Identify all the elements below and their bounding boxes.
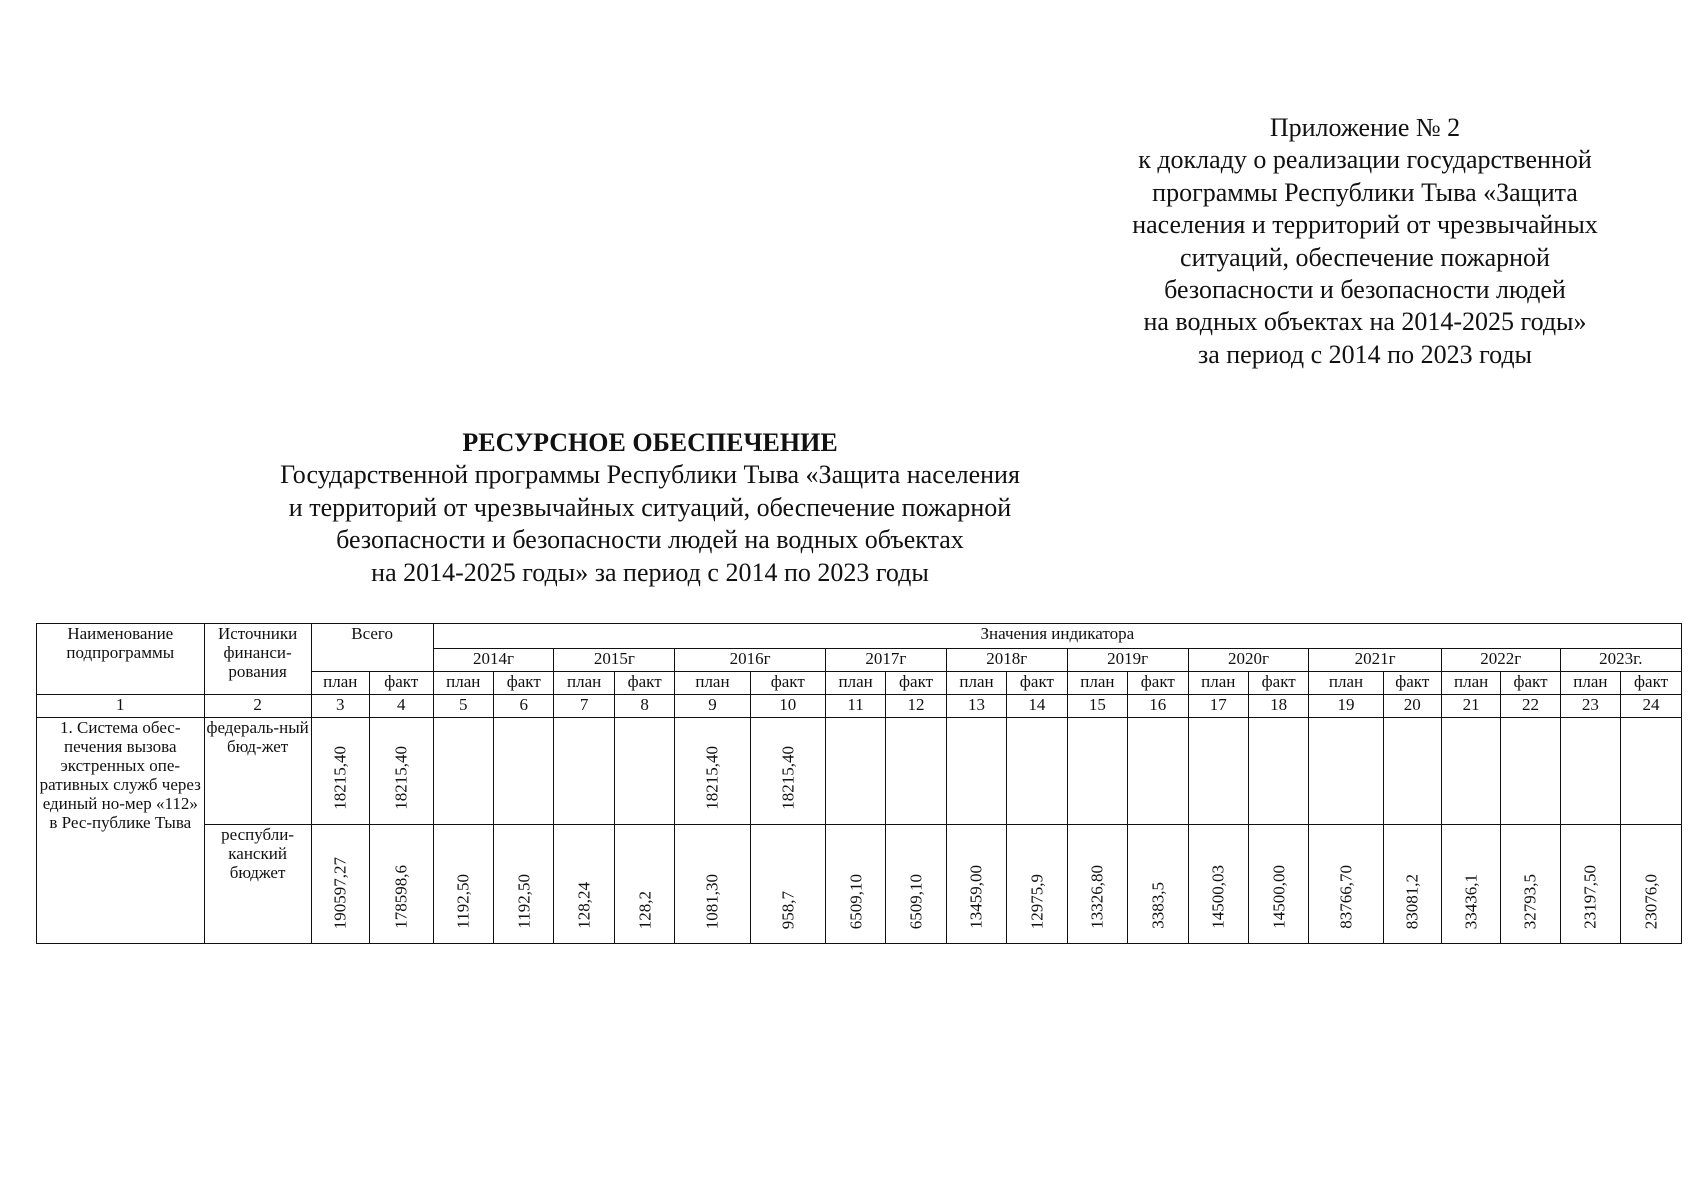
value-cell [1501,825,1560,944]
header-plan: план [1067,672,1127,695]
value-cell [554,718,614,825]
value-cell [825,718,885,825]
appendix-line: населения и территорий от чрезвычайных [1132,210,1598,240]
value-cell [1007,718,1067,825]
value-cell [1248,718,1308,825]
value-text: 32793,5 [1520,873,1540,929]
value-text: 18215,40 [702,746,722,810]
value-cell [311,718,369,825]
value-cell [1188,825,1248,944]
header-fact: факт [1007,672,1067,695]
value-cell [1067,825,1127,944]
column-number: 16 [1128,695,1188,718]
header-plan: план [433,672,493,695]
value-text: 6509,10 [846,873,866,929]
value-text: 83081,2 [1402,873,1422,929]
appendix-line: ситуаций, обеспечение пожарной [1180,242,1550,272]
header-plan: план [311,672,369,695]
column-number: 9 [675,695,750,718]
value-cell [886,825,946,944]
value-cell [825,825,885,944]
column-number: 5 [433,695,493,718]
header-source: Источники финанси-рования [204,624,311,695]
value-cell [554,825,614,944]
value-cell [369,718,433,825]
header-year: 2020г [1188,649,1309,672]
value-cell [675,718,750,825]
appendix-line: Приложение № 2 [1269,113,1461,142]
value-text: 23197,50 [1580,865,1600,929]
header-plan: план [946,672,1006,695]
value-text: 14500,03 [1208,865,1228,929]
value-text: 178598,6 [391,865,411,929]
value-cell [494,825,554,944]
value-text: 83766,70 [1336,865,1356,929]
value-cell [614,825,674,944]
column-number: 11 [825,695,885,718]
appendix-line: к докладу о реализации государственной [1138,145,1592,175]
header-plan: план [1188,672,1248,695]
header-year: 2018г [946,649,1067,672]
header-plan: план [675,672,750,695]
header-fact: факт [614,672,674,695]
column-number: 3 [311,695,369,718]
value-cell [946,825,1006,944]
header-plan: план [825,672,885,695]
value-text: 1192,50 [514,874,534,929]
column-number: 1 [37,695,205,718]
header-name: Наименование подпрограммы [37,624,205,695]
value-cell [1067,718,1127,825]
value-text: 23076,0 [1641,873,1661,929]
column-number: 23 [1560,695,1620,718]
value-text: 128,2 [635,890,655,929]
value-text: 13459,00 [966,865,986,929]
value-cell [433,718,493,825]
header-fact: факт [1621,672,1682,695]
header-year: 2021г [1309,649,1442,672]
appendix-line: на водных объектах на 2014-2025 годы» [1143,307,1587,337]
value-cell [1621,825,1682,944]
title-line: на 2014-2025 годы» за период с 2014 по 2023 годы [371,557,929,587]
document-title [250,427,1050,589]
header-year: 2017г [825,649,946,672]
header-plan: план [554,672,614,695]
value-cell [614,718,674,825]
value-cell [1309,825,1383,944]
title-line: и территорий от чрезвычайных ситуаций, обеспечение пожарной [288,492,1012,522]
value-cell [1128,825,1188,944]
title-main: РЕСУРСНОЕ ОБЕСПЕЧЕНИЕ [462,428,838,457]
value-text: 18215,40 [391,746,411,810]
value-text: 14500,00 [1269,865,1289,929]
column-number: 14 [1007,695,1067,718]
column-number: 18 [1248,695,1308,718]
resource-table [36,623,1682,944]
value-text: 1192,50 [453,874,473,929]
header-fact: факт [1501,672,1560,695]
value-text: 18215,40 [330,746,350,810]
value-cell [1441,718,1500,825]
value-cell [1560,825,1620,944]
column-number: 6 [494,695,554,718]
column-number: 21 [1441,695,1500,718]
value-cell [1128,718,1188,825]
header-fact: факт [1248,672,1308,695]
column-number: 7 [554,695,614,718]
column-number: 10 [750,695,825,718]
value-text: 12975,9 [1027,873,1047,929]
column-number: 19 [1309,695,1383,718]
header-year: 2016г [675,649,826,672]
header-fact: факт [1128,672,1188,695]
header-year: 2019г [1067,649,1188,672]
value-text: 190597,27 [330,856,350,929]
value-text: 1081,30 [702,873,722,929]
value-cell [1248,825,1308,944]
value-cell [675,825,750,944]
column-number: 12 [886,695,946,718]
value-cell [433,825,493,944]
funding-source: федераль-ный бюд-жет [204,718,311,825]
column-number: 22 [1501,695,1560,718]
header-total: Всего [311,624,433,672]
column-number: 4 [369,695,433,718]
header-fact: факт [886,672,946,695]
value-cell [946,718,1006,825]
column-number: 15 [1067,695,1127,718]
value-text: 958,7 [778,890,798,929]
value-text: 18215,40 [778,746,798,810]
title-line: Государственной программы Республики Тыва «Защита населения [280,460,1020,490]
value-cell [369,825,433,944]
appendix-line: безопасности и безопасности людей [1164,275,1566,305]
value-cell [1441,825,1500,944]
title-line: безопасности и безопасности людей на водных объектах [336,525,964,555]
column-number: 13 [946,695,1006,718]
header-plan: план [1309,672,1383,695]
value-cell [886,718,946,825]
subprogram-name: 1. Система обес-печения вызова экстренных опе-ративных служб через единый но-мер «112» в Рес-публике Тыва [37,718,205,944]
value-cell [311,825,369,944]
value-cell [1007,825,1067,944]
column-number: 20 [1383,695,1441,718]
value-cell [750,825,825,944]
column-number: 17 [1188,695,1248,718]
value-cell [1560,718,1620,825]
value-text: 6509,10 [906,873,926,929]
value-cell [1621,718,1682,825]
appendix-heading [1085,112,1645,371]
header-fact: факт [750,672,825,695]
value-cell [1188,718,1248,825]
column-number: 2 [204,695,311,718]
value-cell [1383,718,1441,825]
header-indicator: Значения индикатора [433,624,1681,649]
header-plan: план [1441,672,1500,695]
header-year: 2015г [554,649,675,672]
appendix-line: за период с 2014 по 2023 годы [1197,339,1533,369]
value-text: 33436,1 [1461,873,1481,929]
value-text: 13326,80 [1087,865,1107,929]
header-fact: факт [1383,672,1441,695]
value-text: 3383,5 [1148,882,1168,929]
header-year: 2014г [433,649,554,672]
value-cell [1383,825,1441,944]
header-plan: план [1560,672,1620,695]
header-fact: факт [494,672,554,695]
value-cell [750,718,825,825]
value-text: 128,24 [574,882,594,929]
value-cell [1501,718,1560,825]
value-cell [494,718,554,825]
column-number: 8 [614,695,674,718]
header-year: 2022г [1441,649,1560,672]
header-fact: факт [369,672,433,695]
appendix-line: программы Республики Тыва «Защита [1152,177,1578,207]
value-cell [1309,718,1383,825]
header-year: 2023г. [1560,649,1681,672]
column-number: 24 [1621,695,1682,718]
funding-source: республи-канский бюджет [204,825,311,944]
